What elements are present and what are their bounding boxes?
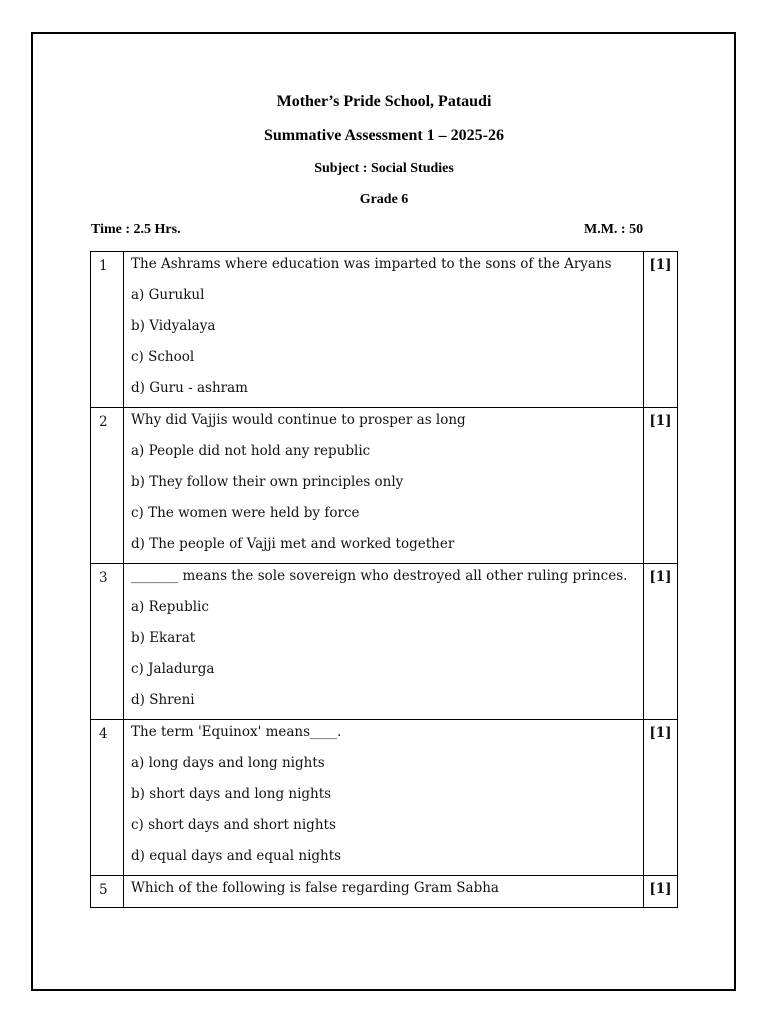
option-b: b) Vidyalaya [131,318,216,334]
question-body [124,720,644,876]
question-text: Why did Vajjis would continue to prosper as long [131,412,466,428]
option-c: c) short days and short nights [131,817,336,833]
option-b: b) They follow their own principles only [131,474,404,490]
question-number: 4 [91,720,124,876]
option-d: d) equal days and equal nights [131,848,342,864]
question-marks: [1] [644,252,678,408]
maximum-marks: M.M. : 50 [584,222,644,237]
question-body [124,876,644,908]
option-a: a) Republic [131,599,209,615]
question-marks: [1] [644,720,678,876]
question-text: _______ means the sole sovereign who destroyed all other ruling princes. [131,568,628,584]
question-body [124,408,644,564]
time-allowed: Time : 2.5 Hrs. [91,222,181,237]
question-body [124,252,644,408]
question-number: 3 [91,564,124,720]
option-c: c) Jaladurga [131,661,215,677]
question-body [124,564,644,720]
assessment-title: Summative Assessment 1 – 2025-26 [264,127,504,144]
option-d: d) Guru - ashram [131,380,248,396]
option-d: d) The people of Vajji met and worked together [131,536,455,552]
option-a: a) People did not hold any republic [131,443,371,459]
question-row [91,252,678,408]
option-b: b) short days and long nights [131,786,332,802]
question-marks: [1] [644,876,678,908]
option-c: c) The women were held by force [131,505,360,521]
question-text: The term 'Equinox' means____. [131,724,342,740]
option-a: a) Gurukul [131,287,205,303]
question-text: Which of the following is false regarding Gram Sabha [131,880,499,896]
question-marks: [1] [644,408,678,564]
school-name: Mother’s Pride School, Pataudi [276,93,492,110]
question-number: 5 [91,876,124,908]
question-row [91,876,678,908]
grade-heading: Grade 6 [359,192,409,207]
question-row [91,408,678,564]
question-number: 2 [91,408,124,564]
question-row [91,564,678,720]
question-marks: [1] [644,564,678,720]
question-row [91,720,678,876]
question-text: The Ashrams where education was imparted to the sons of the Aryans [131,256,612,272]
option-b: b) Ekarat [131,630,196,646]
subject-heading: Subject : Social Studies [314,161,454,176]
option-c: c) School [131,349,195,365]
option-a: a) long days and long nights [131,755,325,771]
option-d: d) Shreni [131,692,195,708]
questions-table [90,251,678,908]
question-number: 1 [91,252,124,408]
